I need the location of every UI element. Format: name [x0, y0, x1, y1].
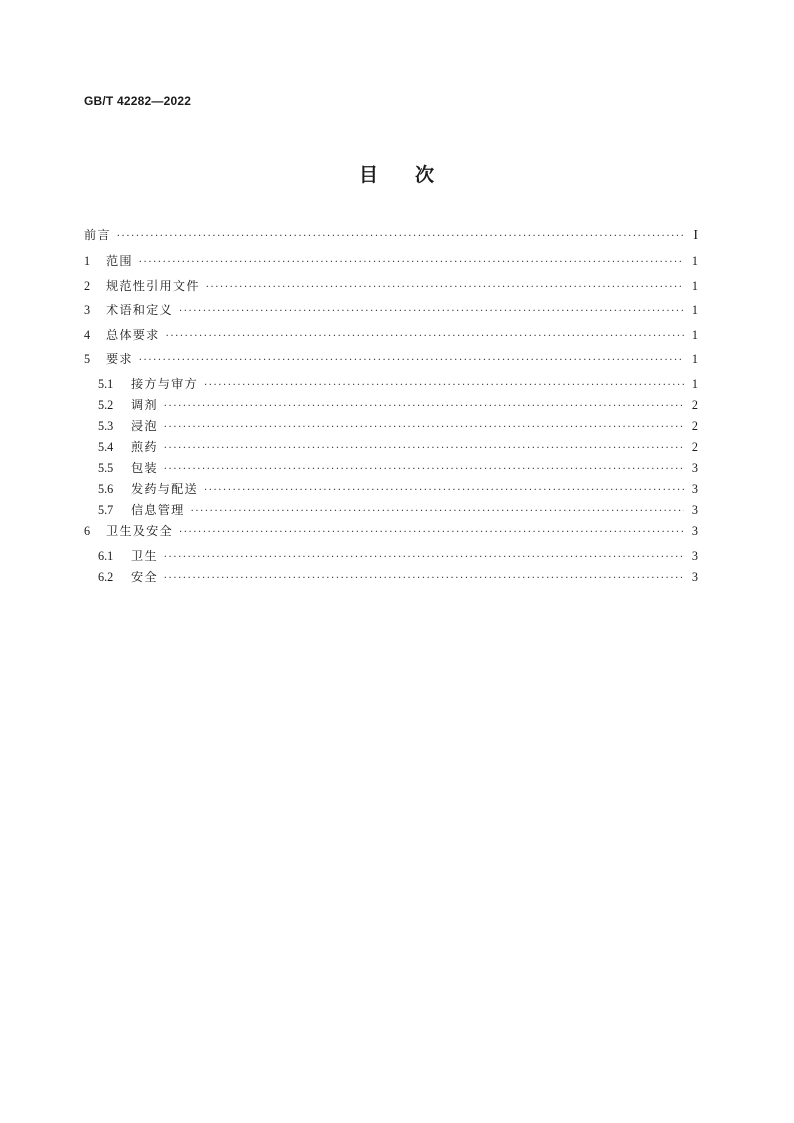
toc-leader-dots — [164, 465, 684, 475]
toc-entry-6-2[interactable] — [84, 568, 698, 589]
toc-entry-page: I — [693, 228, 698, 243]
toc-leader-dots — [204, 486, 684, 496]
toc-entry-page: 2 — [691, 439, 698, 454]
toc-entry-page: 1 — [691, 376, 698, 391]
title-part-1: 目 — [358, 164, 379, 186]
toc-leader-dots — [139, 258, 684, 268]
toc-entry-number: 5.3 — [98, 418, 114, 433]
toc-entry-label: 前言 — [84, 228, 111, 242]
toc-leader-dots — [164, 402, 684, 412]
toc-entry-page: 1 — [691, 352, 698, 367]
toc-entry-number: 5.4 — [98, 439, 114, 454]
toc-entry-5-2[interactable] — [84, 396, 698, 417]
toc-entry-number: 2 — [84, 278, 91, 293]
toc-entry-1[interactable] — [84, 252, 698, 277]
toc-entry-page: 1 — [691, 327, 698, 342]
toc-entry-page: 3 — [691, 481, 698, 496]
toc-entry-page: 3 — [691, 569, 698, 584]
toc-leader-dots — [166, 332, 684, 342]
toc-entry-5-4[interactable] — [84, 438, 698, 459]
toc-leader-dots — [206, 283, 684, 293]
toc-entry-number: 1 — [84, 254, 91, 268]
toc-entry-label: 卫生及安全 — [106, 523, 173, 538]
title-part-2: 次 — [415, 164, 436, 186]
page-title — [0, 160, 794, 187]
table-of-contents — [84, 226, 698, 589]
toc-leader-dots — [179, 528, 684, 538]
toc-entry-label: 卫生 — [131, 548, 158, 563]
toc-entry-5[interactable] — [84, 350, 698, 375]
toc-leader-dots — [139, 356, 684, 366]
toc-entry-3[interactable] — [84, 301, 698, 326]
toc-entry-page: 3 — [691, 502, 698, 517]
toc-leader-dots — [191, 507, 684, 517]
toc-entry-number: 5.1 — [98, 376, 114, 391]
toc-leader-dots — [117, 232, 684, 242]
toc-entry-foreword[interactable] — [84, 226, 698, 252]
toc-entry-page: 3 — [691, 548, 698, 563]
toc-entry-number: 6.1 — [98, 548, 114, 563]
toc-leader-dots — [164, 423, 684, 433]
toc-entry-label: 煎药 — [131, 439, 158, 454]
toc-leader-dots — [179, 307, 684, 317]
toc-entry-5-1[interactable] — [84, 375, 698, 396]
toc-entry-number: 5.6 — [98, 481, 114, 496]
toc-entry-5-3[interactable] — [84, 417, 698, 438]
toc-entry-number: 6.2 — [98, 569, 114, 584]
toc-entry-number: 3 — [84, 303, 91, 318]
toc-entry-5-5[interactable] — [84, 459, 698, 480]
toc-entry-number: 5.5 — [98, 460, 114, 475]
toc-entry-6[interactable] — [84, 522, 698, 547]
toc-entry-label: 发药与配送 — [131, 481, 198, 496]
standard-code: GB/T 42282—2022 — [84, 94, 192, 108]
toc-entry-label: 包装 — [131, 460, 158, 475]
toc-entry-label: 调剂 — [131, 397, 158, 412]
toc-entry-label: 安全 — [131, 569, 158, 584]
toc-entry-page: 1 — [691, 303, 698, 318]
toc-entry-page: 1 — [691, 254, 698, 268]
toc-entry-5-7[interactable] — [84, 501, 698, 522]
toc-entry-number: 5.2 — [98, 397, 114, 412]
toc-entry-page: 2 — [691, 397, 698, 412]
toc-leader-dots — [204, 381, 684, 391]
toc-entry-label: 规范性引用文件 — [106, 278, 200, 293]
toc-leader-dots — [164, 553, 684, 563]
toc-entry-label: 信息管理 — [131, 502, 185, 517]
toc-entry-5-6[interactable] — [84, 480, 698, 501]
toc-entry-label: 要求 — [106, 352, 133, 367]
toc-leader-dots — [164, 444, 684, 454]
toc-entry-number: 6 — [84, 523, 91, 538]
toc-entry-label: 浸泡 — [131, 418, 158, 433]
toc-entry-page: 3 — [691, 523, 698, 538]
toc-entry-number: 4 — [84, 327, 91, 342]
toc-entry-page: 1 — [691, 278, 698, 293]
toc-entry-2[interactable] — [84, 277, 698, 302]
toc-entry-number: 5 — [84, 352, 91, 367]
toc-leader-dots — [164, 574, 684, 584]
toc-entry-label: 范围 — [106, 254, 133, 268]
toc-entry-6-1[interactable] — [84, 547, 698, 568]
toc-entry-label: 总体要求 — [106, 327, 160, 342]
toc-entry-page: 3 — [691, 460, 698, 475]
toc-entry-label: 接方与审方 — [131, 376, 198, 391]
toc-entry-label: 术语和定义 — [106, 303, 173, 318]
toc-entry-4[interactable] — [84, 326, 698, 351]
toc-entry-number: 5.7 — [98, 502, 114, 517]
toc-entry-page: 2 — [691, 418, 698, 433]
